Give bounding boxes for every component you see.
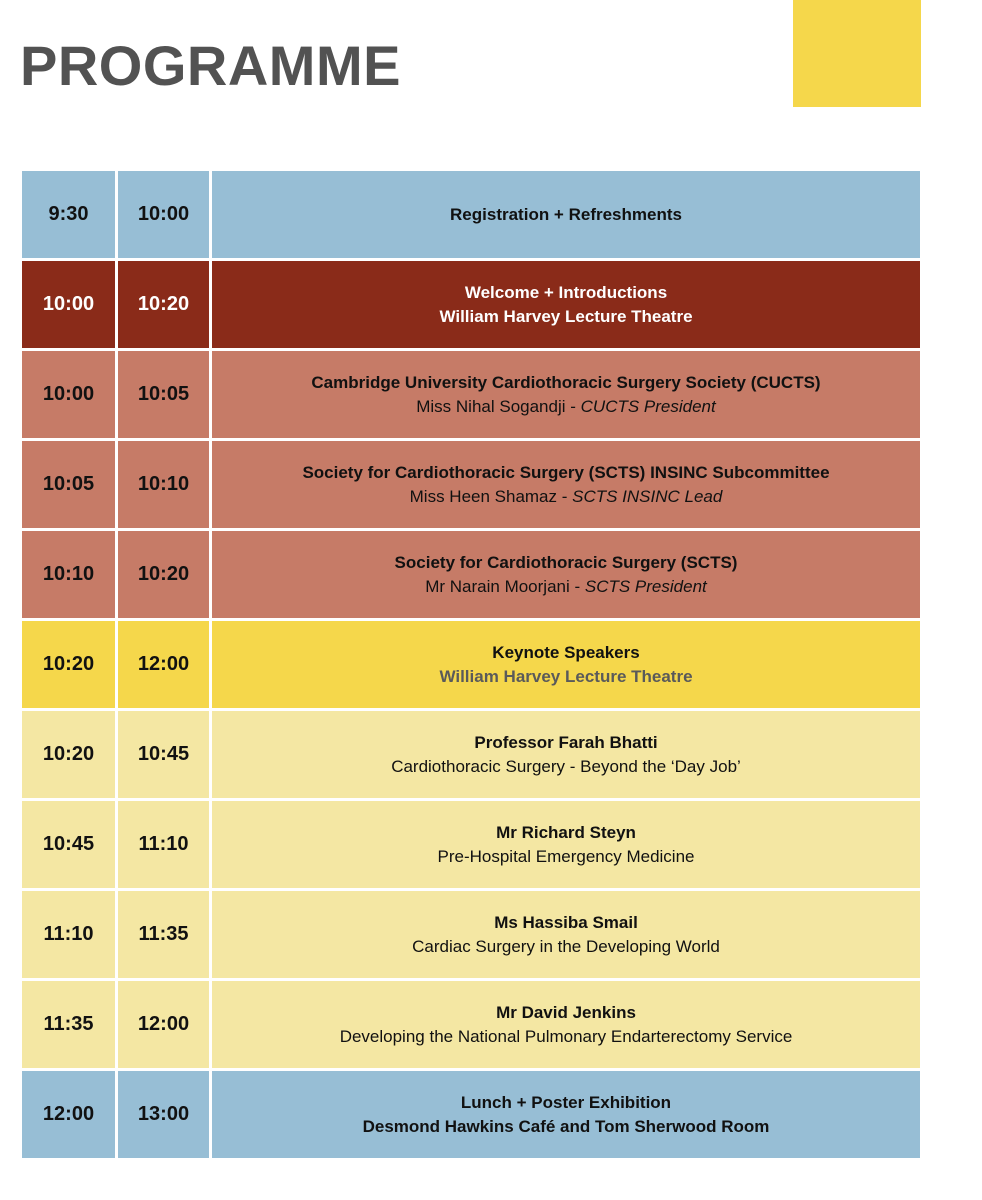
session-title: Welcome + Introductions [464,282,668,302]
start-time: 12:00 [42,1103,95,1125]
session-venue: William Harvey Lecture Theatre [439,666,693,686]
end-time: 13:00 [137,1103,190,1125]
session-speaker [416,395,716,419]
session-title: Society for Cardiothoracic Surgery (SCTS) [394,552,738,572]
end-time: 11:35 [138,923,189,945]
end-time: 10:45 [137,743,190,765]
end-time: 12:00 [137,653,190,675]
table-row-talk [22,981,920,1071]
speaker-name: Mr David Jenkins [496,1002,636,1022]
table-row-welcome [22,261,920,351]
end-time: 10:10 [137,473,190,495]
end-time: 11:10 [138,833,189,855]
session-title: Lunch + Poster Exhibition [460,1092,672,1112]
table-row-talk [22,711,920,801]
session-title: Registration + Refreshments [450,204,682,224]
speaker-name: Miss Nihal Sogandji - [416,396,581,416]
session-speaker [425,575,707,599]
table-row-cucts [22,351,920,441]
session-title: Keynote Speakers [492,642,640,662]
talk-title: Cardiothoracic Surgery - Beyond the ‘Day Job’ [391,756,741,776]
speaker-role: SCTS President [584,576,707,596]
table-row-scts [22,531,920,621]
end-time: 10:20 [137,563,190,585]
table-row-insinc [22,441,920,531]
session-venue: William Harvey Lecture Theatre [439,306,693,326]
start-time: 11:35 [43,1013,94,1035]
start-time: 11:10 [43,923,94,945]
session-title: Society for Cardiothoracic Surgery (SCTS) INSINC Subcommittee [302,462,830,482]
speaker-role: CUCTS President [580,396,716,416]
table-row-registration [22,171,920,261]
talk-title: Developing the National Pulmonary Endarterectomy Service [339,1026,793,1046]
start-time: 10:20 [42,743,95,765]
session-title: Cambridge University Cardiothoracic Surgery Society (CUCTS) [311,372,821,392]
page-title: PROGRAMME [20,34,401,97]
programme-table [22,171,920,1161]
talk-title: Cardiac Surgery in the Developing World [412,936,720,956]
speaker-name: Professor Farah Bhatti [474,732,658,752]
end-time: 10:05 [137,383,190,405]
session-venue: Desmond Hawkins Café and Tom Sherwood Room [362,1116,770,1136]
end-time: 10:00 [137,203,190,225]
table-row-talk [22,891,920,981]
end-time: 12:00 [137,1013,190,1035]
speaker-name: Miss Heen Shamaz - [409,486,573,506]
start-time: 10:45 [42,833,95,855]
session-speaker [410,485,723,509]
start-time: 9:30 [48,203,89,225]
talk-title: Pre-Hospital Emergency Medicine [437,846,695,866]
speaker-name: Mr Richard Steyn [496,822,636,842]
speaker-name: Ms Hassiba Smail [494,912,638,932]
start-time: 10:05 [42,473,95,495]
table-row-lunch [22,1071,920,1161]
start-time: 10:00 [42,383,95,405]
start-time: 10:10 [42,563,95,585]
start-time: 10:20 [42,653,95,675]
end-time: 10:20 [137,293,190,315]
table-row-keynote [22,621,920,711]
speaker-role: SCTS INSINC Lead [572,486,723,506]
table-row-talk [22,801,920,891]
start-time: 10:00 [42,293,95,315]
speaker-name: Mr Narain Moorjani - [425,576,585,596]
accent-block [793,0,921,107]
